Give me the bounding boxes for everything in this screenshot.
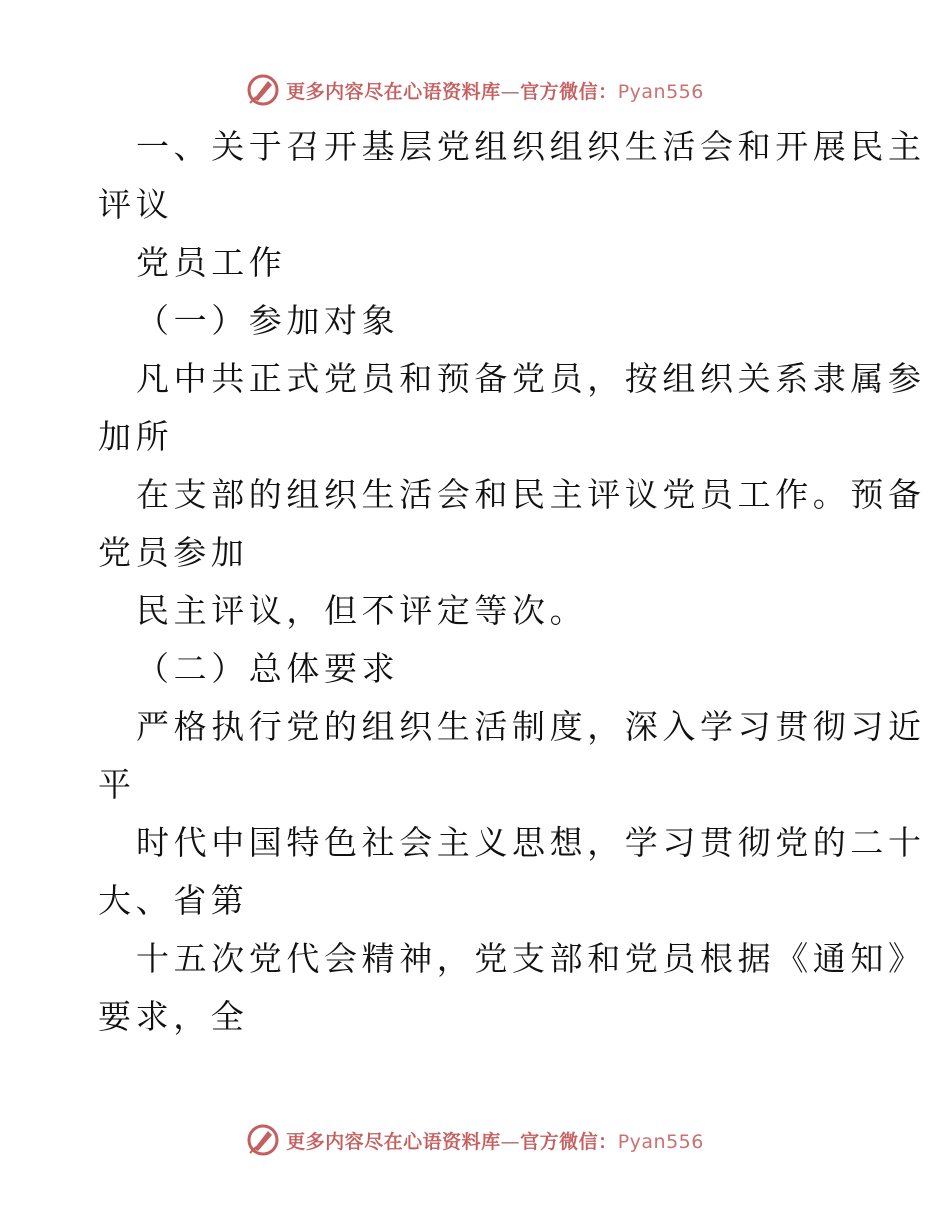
header-separator: — — [500, 80, 521, 103]
body-line: （一）参加对象 — [136, 301, 400, 340]
body-line: 评议 — [98, 185, 174, 224]
body-line: 加所 — [98, 417, 174, 456]
body-line: 凡中共正式党员和预备党员，按组织关系隶属参 — [136, 359, 926, 398]
header-wechat-id: Pyan556 — [617, 80, 704, 103]
body-line: 大、省第 — [98, 881, 249, 920]
body-line: 要求，全 — [98, 997, 249, 1036]
footer-banner-text — [286, 1127, 704, 1154]
footer-separator: — — [500, 1130, 521, 1153]
body-line: （二）总体要求 — [136, 649, 400, 688]
header-wechat-label: 官方微信： — [520, 80, 618, 103]
body-line: 严格执行党的组织生活制度，深入学习贯彻习近 — [136, 707, 926, 746]
header-site-text: 更多内容尽在心语资料库 — [286, 80, 501, 103]
body-line: 民主评议，但不评定等次。 — [136, 591, 588, 630]
footer-wechat-id: Pyan556 — [617, 1130, 704, 1153]
document-body — [98, 118, 926, 1046]
footer-banner — [0, 1120, 950, 1160]
body-line: 平 — [98, 765, 136, 804]
body-line: 十五次党代会精神，党支部和党员根据《通知》 — [136, 939, 926, 978]
body-line: 党员参加 — [98, 533, 249, 572]
footer-wechat-label: 官方微信： — [520, 1130, 618, 1153]
body-line: 在支部的组织生活会和民主评议党员工作。预备 — [136, 475, 926, 514]
header-banner-text — [286, 77, 704, 104]
body-line: 一、关于召开基层党组织组织生活会和开展民主 — [136, 127, 926, 166]
header-banner — [0, 70, 950, 110]
body-line: 党员工作 — [136, 243, 287, 282]
quill-logo-icon — [246, 73, 280, 107]
body-line: 时代中国特色社会主义思想，学习贯彻党的二十 — [136, 823, 926, 862]
quill-logo-icon — [246, 1123, 280, 1157]
footer-site-text: 更多内容尽在心语资料库 — [286, 1130, 501, 1153]
